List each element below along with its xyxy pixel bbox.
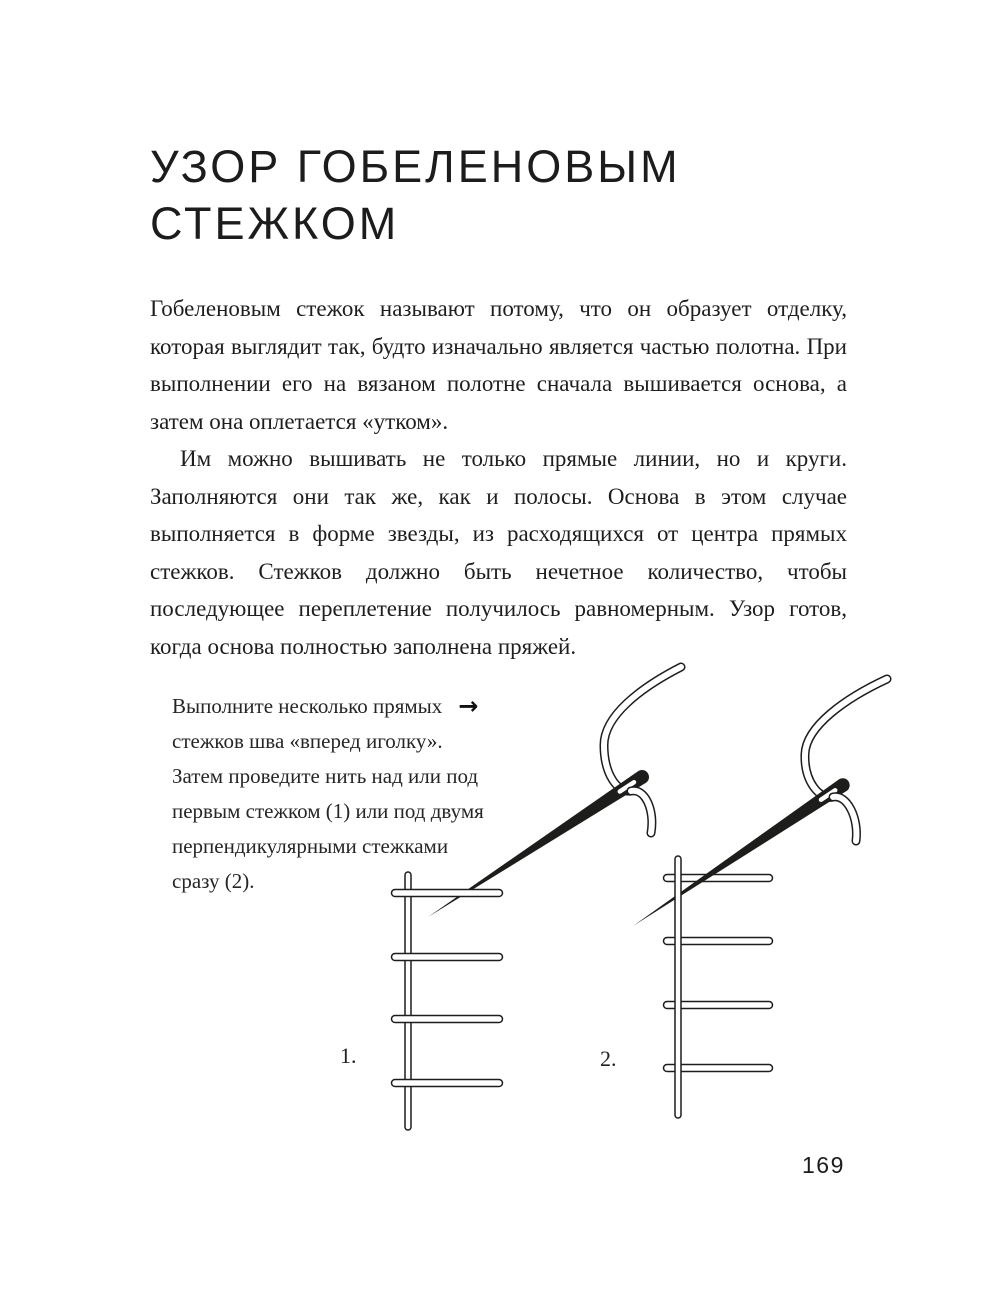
body-paragraph-1: Гобеленовым стежок называют потому, что он образует отделку, которая выглядит так, будто изначально является частью полотна. При выполнении его на вязаном полотне сначала вышивается основа, а затем она оплетается «утком». (150, 296, 847, 434)
body-text (150, 290, 847, 665)
body-paragraph-2: Им можно вышивать не только прямые линии, но и круги. Заполняются они так же, как и полосы. Основа в этом случае выполняется в форме звезды, из расходящихся от центра прямых стежков. Стежков должно быть нечетное количество, чтобы последующее переплетение получилось равномерным. Узор готов, когда основа полностью заполнена пряжей. (150, 446, 847, 659)
figure-1-drawing (395, 667, 681, 1127)
page-number: 169 (802, 1152, 845, 1178)
arrow-right-icon: → (458, 692, 479, 720)
caption-line-5: перпендикулярными стежками (172, 834, 449, 858)
caption-line-2: стежков шва «вперед иголку». (172, 729, 443, 753)
figure-2-label: 2. (600, 1046, 617, 1071)
stitch-illustrations (330, 650, 950, 1150)
page-title-line-1: УЗОР ГОБЕЛЕНОВЫМ (150, 141, 681, 192)
page-title-line-2: СТЕЖКОМ (150, 198, 400, 249)
page-title (150, 138, 681, 252)
caption-line-1-text: Выполните несколько прямых (172, 694, 443, 718)
caption-line-4: первым стежком (1) или под двумя (172, 799, 484, 823)
figure-2-drawing (633, 679, 887, 1115)
caption-line-3: Затем проведите нить над или под (172, 764, 479, 788)
figure-1-label: 1. (340, 1043, 357, 1068)
needle (633, 778, 850, 926)
caption-line-6: сразу (2). (172, 869, 255, 893)
